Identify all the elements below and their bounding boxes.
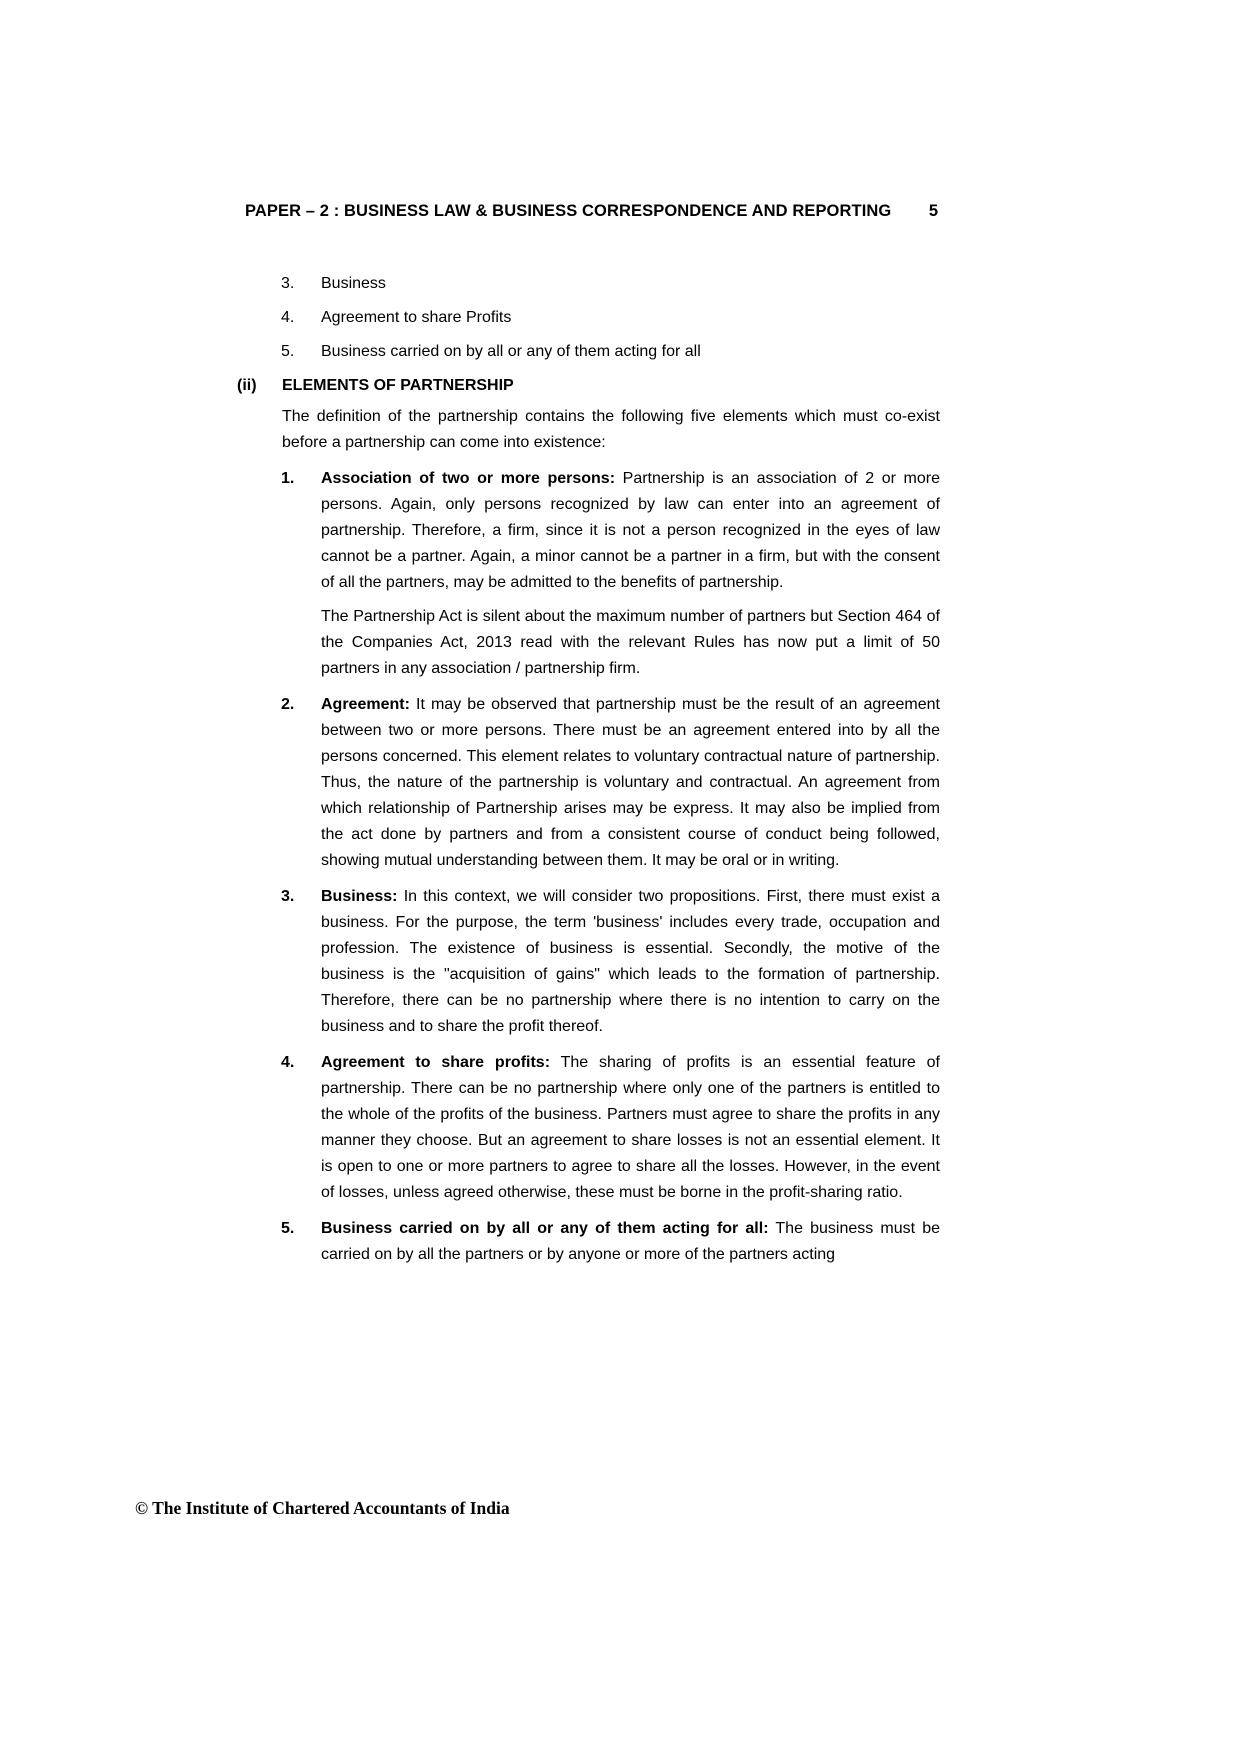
list-item-text: Agreement to share Profits xyxy=(321,309,512,326)
list-item-number: 3. xyxy=(281,275,295,292)
page-footer: © The Institute of Chartered Accountants of India xyxy=(135,1498,510,1518)
element-number: 5. xyxy=(281,1220,295,1237)
element-text: In this context, we will consider two propositions. First, there must exist a business. For the purpose, the term 'business' includes every trade, occupation and profession. The existence of business is essential. Secondly, the motive of the business is the "acquisition of gains" which leads to the formation of partnership. Therefore, there can be no partnership where there is no intention to carry on the business and to share the profit thereof. xyxy=(321,888,940,1035)
element-text: Partnership is an association of 2 or more persons. Again, only persons recognized by law can enter into an agreement of partnership. Therefore, a firm, since it is not a person recognized in the eyes of law cannot be a partner. Again, a minor cannot be a partner in a firm, but with the consent of all the partners, may be admitted to the benefits of partnership. xyxy=(321,470,940,591)
element-body xyxy=(321,692,940,874)
element-item xyxy=(281,884,940,1040)
element-text: The sharing of profits is an essential feature of partnership. There can be no partnership where only one of the partners is entitled to the whole of the profits of the business. Partners must agree to share the profits in any manner they choose. But an agreement to share losses is not an essential element. It is open to one or more partners to agree to share all the losses. However, in the event of losses, unless agreed otherwise, these must be borne in the profit-sharing ratio. xyxy=(321,1054,941,1201)
header-title: PAPER – 2 : BUSINESS LAW & BUSINESS CORRESPONDENCE AND REPORTING xyxy=(245,202,892,220)
section-heading: ELEMENTS OF PARTNERSHIP xyxy=(282,377,514,394)
page-header xyxy=(237,201,940,221)
element-body xyxy=(321,1050,940,1206)
element-paragraph xyxy=(321,884,940,1040)
element-item xyxy=(281,1050,940,1206)
element-number: 3. xyxy=(281,888,295,905)
page-content xyxy=(237,201,940,1268)
list-item-number: 4. xyxy=(281,309,295,326)
element-body xyxy=(321,884,940,1040)
element-number: 1. xyxy=(281,470,295,487)
list-item xyxy=(281,305,940,331)
page-number: 5 xyxy=(928,202,938,220)
section-marker: (ii) xyxy=(237,377,257,394)
element-body xyxy=(321,1216,940,1268)
element-paragraph xyxy=(321,1216,940,1268)
element-paragraph xyxy=(321,692,940,874)
element-number: 2. xyxy=(281,696,295,713)
list-item xyxy=(281,339,940,365)
element-item xyxy=(281,466,940,682)
element-lead: Business carried on by all or any of them acting for all: xyxy=(321,1220,769,1237)
list-item-number: 5. xyxy=(281,343,295,360)
element-lead: Business: xyxy=(321,888,398,905)
list-item-text: Business carried on by all or any of them acting for all xyxy=(321,343,701,360)
element-body xyxy=(321,466,940,682)
list-item xyxy=(281,271,940,297)
element-item xyxy=(281,692,940,874)
element-item xyxy=(281,1216,940,1268)
element-text: The business must be carried on by all the partners or by anyone or more of the partners acting xyxy=(321,1220,941,1263)
element-lead: Agreement to share profits: xyxy=(321,1054,551,1071)
element-text: It may be observed that partnership must be the result of an agreement between two or more persons. There must be an agreement entered into by all the persons concerned. This element relates to voluntary contractual nature of partnership. Thus, the nature of the partnership is voluntary and contractual. An agreement from which relationship of Partnership arises may be express. It may also be implied from the act done by partners and from a consistent course of conduct being followed, showing mutual understanding between them. It may be oral or in writing. xyxy=(321,696,940,869)
element-paragraph xyxy=(321,466,940,596)
section-heading-row xyxy=(237,373,940,399)
element-paragraph xyxy=(321,1050,940,1206)
list-item-text: Business xyxy=(321,275,386,292)
element-lead: Agreement: xyxy=(321,696,410,713)
element-extra-paragraph: The Partnership Act is silent about the maximum number of partners but Section 464 of the Companies Act, 2013 read with the relevant Rules has now put a limit of 50 partners in any association / partnership firm. xyxy=(321,608,940,677)
section-intro: The definition of the partnership contains the following five elements which must co-exist before a partnership can come into existence: xyxy=(282,408,940,451)
element-number: 4. xyxy=(281,1054,295,1071)
element-lead: Association of two or more persons: xyxy=(321,470,616,487)
top-list xyxy=(281,271,940,365)
elements-list xyxy=(237,466,940,1268)
